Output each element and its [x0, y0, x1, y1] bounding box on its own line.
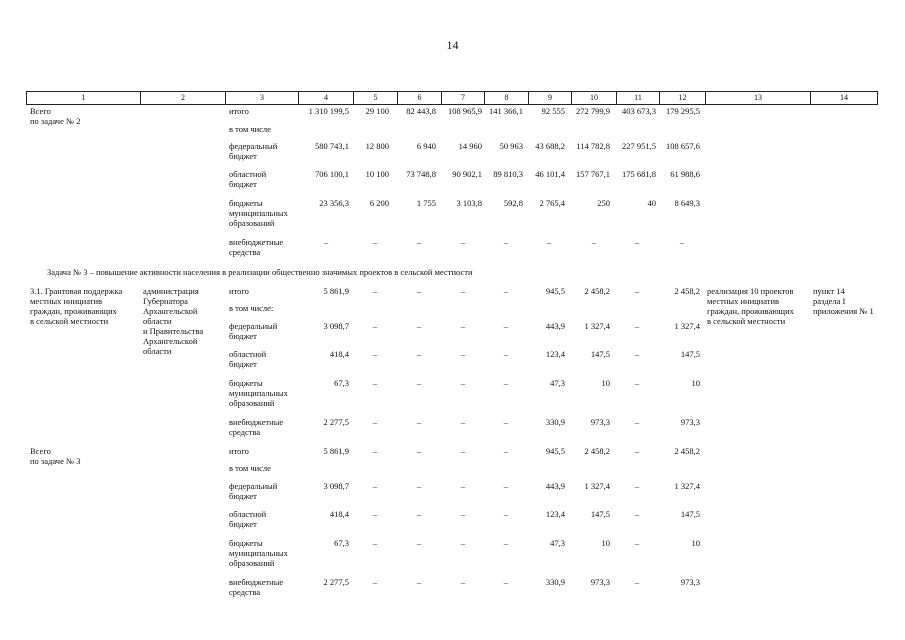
- block1-row4-col5: –: [372, 237, 378, 247]
- block2-col2-line5: Архангельской: [143, 336, 198, 346]
- block2-row3-col11: –: [634, 378, 640, 388]
- block3-row0-col8: –: [503, 446, 509, 456]
- block2-row1-col8: –: [503, 321, 509, 331]
- block2-row1-col5: –: [372, 321, 378, 331]
- block3-row3-col4: 67,3: [334, 538, 349, 548]
- block3-row4-col7: –: [460, 577, 466, 587]
- header-cell-14: 14: [810, 92, 878, 104]
- block2-label-obl-1: областной: [229, 349, 267, 359]
- block1-row2-col11: 175 681,8: [622, 169, 656, 179]
- block1-row3-col6: 1 755: [416, 198, 436, 208]
- block1-row4-col6: –: [416, 237, 422, 247]
- block3-label-vne-2: средства: [229, 587, 261, 597]
- block3-row4-col9: 330,9: [545, 577, 565, 587]
- block3-label-obl-1: областной: [229, 509, 267, 519]
- block2-col2-line4: и Правительства: [143, 326, 204, 336]
- block2-col13-line2: граждан, проживающих: [707, 306, 794, 316]
- block1-row2-col8: 89 810,3: [493, 169, 523, 179]
- block3-title-1: Всего: [30, 446, 51, 456]
- block2-row1-col4: 3 098,7: [323, 321, 349, 331]
- block2-row0-col4: 5 861,9: [323, 286, 349, 296]
- block1-title-1: Всего: [30, 106, 51, 116]
- block2-col14-line1: раздела I: [813, 296, 846, 306]
- block3-row2-col9: 123,4: [545, 509, 565, 519]
- block3-row1-col8: –: [503, 481, 509, 491]
- block1-row0-col4: 1 310 199,5: [308, 106, 349, 116]
- block1-row1-col11: 227 951,5: [622, 141, 656, 151]
- header-cell-9: 9: [528, 92, 571, 104]
- block2-row2-col11: –: [634, 349, 640, 359]
- block3-row2-col11: –: [634, 509, 640, 519]
- block3-row3-col5: –: [372, 538, 378, 548]
- block2-row2-col9: 123,4: [545, 349, 565, 359]
- block2-col2-line1: Губернатора: [143, 296, 188, 306]
- block2-label-fed-1: федеральный: [229, 321, 278, 331]
- block1-row2-col5: 10 100: [365, 169, 389, 179]
- block2-label-mun-3: образований: [229, 398, 275, 408]
- block1-row0-col7: 108 965,9: [448, 106, 482, 116]
- block2-row4-col8: –: [503, 417, 509, 427]
- block2-label-incl: в том числе:: [229, 303, 274, 313]
- block2-label-vne-2: средства: [229, 427, 261, 437]
- block3-row3-col7: –: [460, 538, 466, 548]
- block2-label-mun-2: муниципальных: [229, 388, 288, 398]
- block2-row2-col6: –: [416, 349, 422, 359]
- block1-row0-col11: 403 673,3: [622, 106, 656, 116]
- block1-row1-col10: 114 782,8: [576, 141, 610, 151]
- block2-row0-col12: 2 458,2: [674, 286, 700, 296]
- block2-row1-col6: –: [416, 321, 422, 331]
- block3-row4-col4: 2 277,5: [323, 577, 349, 587]
- block3-row0-col9: 945,5: [545, 446, 565, 456]
- block2-row0-col7: –: [460, 286, 466, 296]
- block3-row0-col4: 5 861,9: [323, 446, 349, 456]
- header-cell-2: 2: [140, 92, 225, 104]
- block3-row1-col12: 1 327,4: [674, 481, 700, 491]
- header-cell-11: 11: [616, 92, 659, 104]
- block3-row0-col12: 2 458,2: [674, 446, 700, 456]
- block1-label-total: итого: [229, 106, 249, 116]
- block1-row4-col9: –: [546, 237, 552, 247]
- header-cell-7: 7: [441, 92, 484, 104]
- block2-row3-col4: 67,3: [334, 378, 349, 388]
- block2-row4-col9: 330,9: [545, 417, 565, 427]
- block1-row0-col10: 272 799,9: [576, 106, 610, 116]
- block1-row4-col4: –: [323, 237, 329, 247]
- block2-row0-col8: –: [503, 286, 509, 296]
- block2-row4-col12: 973,3: [680, 417, 700, 427]
- task3-title: Задача № 3 – повышение активности населения в реализации общественно значимых проектов в сельской местности: [47, 267, 473, 277]
- block1-row3-col11: 40: [647, 198, 656, 208]
- block1-label-mun-1: бюджеты: [229, 198, 263, 208]
- header-cell-13: 13: [705, 92, 810, 104]
- block2-row2-col4: 418,4: [329, 349, 349, 359]
- block2-row0-col9: 945,5: [545, 286, 565, 296]
- block2-row3-col10: 10: [601, 378, 610, 388]
- block3-row4-col6: –: [416, 577, 422, 587]
- block1-label-obl-2: бюджет: [229, 179, 257, 189]
- block2-row0-col6: –: [416, 286, 422, 296]
- block2-row2-col12: 147,5: [680, 349, 700, 359]
- block2-row2-col5: –: [372, 349, 378, 359]
- block2-row1-col7: –: [460, 321, 466, 331]
- block2-row2-col7: –: [460, 349, 466, 359]
- block2-label-total: итого: [229, 286, 249, 296]
- block2-row4-col10: 973,3: [590, 417, 610, 427]
- header-cell-12: 12: [659, 92, 705, 104]
- block1-row2-col10: 157 767,1: [576, 169, 610, 179]
- block1-row3-col9: 2 765,4: [539, 198, 565, 208]
- block3-label-obl-2: бюджет: [229, 519, 257, 529]
- block1-row0-col12: 179 295,5: [666, 106, 700, 116]
- block2-row4-col4: 2 277,5: [323, 417, 349, 427]
- block3-row0-col7: –: [460, 446, 466, 456]
- block2-row0-col5: –: [372, 286, 378, 296]
- block3-label-vne-1: внебюджетные: [229, 577, 284, 587]
- block1-row1-col4: 580 743,1: [315, 141, 349, 151]
- block2-col13-line0: реализация 10 проектов: [707, 286, 794, 296]
- block1-label-fed-2: бюджет: [229, 151, 257, 161]
- block1-row2-col9: 46 101,4: [535, 169, 565, 179]
- block2-row3-col5: –: [372, 378, 378, 388]
- block3-row4-col10: 973,3: [590, 577, 610, 587]
- block2-label-fed-2: бюджет: [229, 331, 257, 341]
- block3-row2-col4: 418,4: [329, 509, 349, 519]
- block2-col2-line0: администрация: [143, 286, 199, 296]
- block2-col14-line0: пункт 14: [813, 286, 845, 296]
- block1-label-vne-1: внебюджетные: [229, 237, 284, 247]
- block1-row4-col7: –: [460, 237, 466, 247]
- header-cell-3: 3: [225, 92, 298, 104]
- block3-row1-col9: 443,9: [545, 481, 565, 491]
- block1-row3-col10: 250: [597, 198, 610, 208]
- block3-row4-col12: 973,3: [680, 577, 700, 587]
- block3-row2-col10: 147,5: [590, 509, 610, 519]
- block2-row0-col11: –: [634, 286, 640, 296]
- block3-label-total: итого: [229, 446, 249, 456]
- block3-row2-col6: –: [416, 509, 422, 519]
- block1-row1-col9: 43 688,2: [535, 141, 565, 151]
- block3-row0-col11: –: [634, 446, 640, 456]
- block3-title-2: по задаче № 3: [30, 456, 81, 466]
- block2-row4-col7: –: [460, 417, 466, 427]
- block1-row3-col4: 23 356,3: [319, 198, 349, 208]
- header-cell-6: 6: [397, 92, 441, 104]
- block1-row2-col7: 90 902,1: [452, 169, 482, 179]
- block2-col13-line3: в сельской местности: [707, 316, 786, 326]
- block2-col13-line1: местных инициатив: [707, 296, 780, 306]
- block1-row3-col7: 3 103,8: [456, 198, 482, 208]
- block1-row0-col9: 92 555: [541, 106, 565, 116]
- block1-row1-col12: 108 657,6: [666, 141, 700, 151]
- block1-row3-col12: 8 649,3: [674, 198, 700, 208]
- block1-row1-col8: 50 963: [499, 141, 523, 151]
- block3-row3-col12: 10: [691, 538, 700, 548]
- block3-row1-col10: 1 327,4: [584, 481, 610, 491]
- block3-row2-col8: –: [503, 509, 509, 519]
- block3-row0-col10: 2 458,2: [584, 446, 610, 456]
- block2-col1-line3: в сельской местности: [30, 316, 109, 326]
- block3-label-fed-1: федеральный: [229, 481, 278, 491]
- header-cell-1: 1: [26, 92, 140, 104]
- block3-label-incl: в том числе: [229, 463, 271, 473]
- block3-label-mun-1: бюджеты: [229, 538, 263, 548]
- block3-label-fed-2: бюджет: [229, 491, 257, 501]
- block3-row3-col10: 10: [601, 538, 610, 548]
- block3-row1-col5: –: [372, 481, 378, 491]
- block1-label-vne-2: средства: [229, 247, 261, 257]
- block1-row4-col10: –: [591, 237, 597, 247]
- block1-row1-col5: 12 800: [365, 141, 389, 151]
- block2-row4-col11: –: [634, 417, 640, 427]
- block3-row4-col8: –: [503, 577, 509, 587]
- block1-label-mun-2: муниципальных: [229, 208, 288, 218]
- block1-row0-col5: 29 100: [365, 106, 389, 116]
- block2-row4-col6: –: [416, 417, 422, 427]
- block3-row2-col12: 147,5: [680, 509, 700, 519]
- block1-row0-col8: 141 366,1: [489, 106, 523, 116]
- block2-row3-col7: –: [460, 378, 466, 388]
- block2-col2-line6: области: [143, 346, 172, 356]
- page-number: 14: [446, 38, 459, 52]
- block3-row2-col5: –: [372, 509, 378, 519]
- block1-row2-col12: 61 988,6: [670, 169, 700, 179]
- block2-row1-col10: 1 327,4: [584, 321, 610, 331]
- block2-col2-line3: области: [143, 316, 172, 326]
- block2-row3-col8: –: [503, 378, 509, 388]
- block3-row3-col6: –: [416, 538, 422, 548]
- header-cell-8: 8: [484, 92, 528, 104]
- block3-row1-col6: –: [416, 481, 422, 491]
- block1-row3-col8: 592,8: [503, 198, 523, 208]
- block3-row0-col5: –: [372, 446, 378, 456]
- block2-row1-col11: –: [634, 321, 640, 331]
- block2-row1-col12: 1 327,4: [674, 321, 700, 331]
- block1-row2-col6: 73 748,8: [406, 169, 436, 179]
- block3-row1-col7: –: [460, 481, 466, 491]
- block1-label-fed-1: федеральный: [229, 141, 278, 151]
- block1-label-obl-1: областной: [229, 169, 267, 179]
- block2-row3-col12: 10: [691, 378, 700, 388]
- block2-row2-col8: –: [503, 349, 509, 359]
- block1-title-2: по задаче № 2: [30, 116, 81, 126]
- block1-row1-col7: 14 960: [458, 141, 482, 151]
- block2-label-mun-1: бюджеты: [229, 378, 263, 388]
- block1-row4-col8: –: [503, 237, 509, 247]
- block1-row4-col11: –: [634, 237, 640, 247]
- block3-row2-col7: –: [460, 509, 466, 519]
- block3-row0-col6: –: [416, 446, 422, 456]
- block3-row3-col8: –: [503, 538, 509, 548]
- header-cell-5: 5: [353, 92, 397, 104]
- block1-row4-col12: –: [679, 237, 685, 247]
- block3-row3-col11: –: [634, 538, 640, 548]
- block3-row1-col4: 3 098,7: [323, 481, 349, 491]
- block3-row4-col11: –: [634, 577, 640, 587]
- block2-row3-col6: –: [416, 378, 422, 388]
- block3-row1-col11: –: [634, 481, 640, 491]
- block1-row2-col4: 706 100,1: [315, 169, 349, 179]
- block2-col1-line0: 3.1. Грантовая поддержка: [30, 286, 123, 296]
- block1-row0-col6: 82 443,8: [406, 106, 436, 116]
- block2-col14-line2: приложения № 1: [813, 306, 874, 316]
- block2-row2-col10: 147,5: [590, 349, 610, 359]
- block2-col2-line2: Архангельской: [143, 306, 198, 316]
- block1-row3-col5: 6 200: [369, 198, 389, 208]
- block2-label-vne-1: внебюджетные: [229, 417, 284, 427]
- block1-label-mun-3: образований: [229, 218, 275, 228]
- block2-row3-col9: 47,3: [550, 378, 565, 388]
- block3-row3-col9: 47,3: [550, 538, 565, 548]
- block3-label-mun-3: образований: [229, 558, 275, 568]
- block1-label-incl: в том числе: [229, 124, 271, 134]
- block2-col1-line2: граждан, проживающих: [30, 306, 117, 316]
- block1-row1-col6: 6 940: [416, 141, 436, 151]
- block2-row1-col9: 443,9: [545, 321, 565, 331]
- block2-col1-line1: местных инициатив: [30, 296, 103, 306]
- block3-label-mun-2: муниципальных: [229, 548, 288, 558]
- header-cell-10: 10: [571, 92, 616, 104]
- block3-row4-col5: –: [372, 577, 378, 587]
- header-cell-4: 4: [298, 92, 353, 104]
- block2-row4-col5: –: [372, 417, 378, 427]
- block2-label-obl-2: бюджет: [229, 359, 257, 369]
- block2-row0-col10: 2 458,2: [584, 286, 610, 296]
